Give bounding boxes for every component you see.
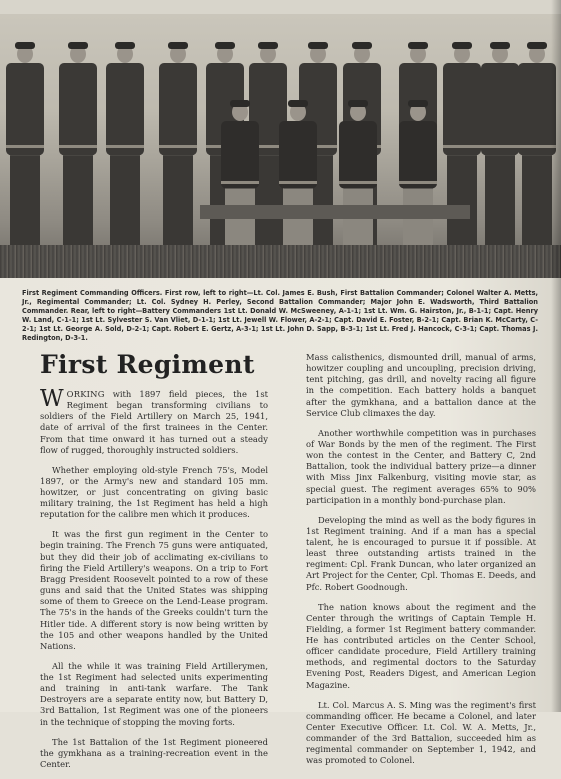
rear-soldier-3 (106, 42, 144, 249)
paragraph-9: The nation knows about the regiment and the Center through the writings of Captain Temple H. Fielding, a former 1st Regiment battery commander. He has contributed articles on the Center School, officer candidate procedure, Field Artillery training methods, and regimental doctors to the Saturday Evening Post, Readers Digest, and American Legion Magazine. (306, 601, 536, 690)
paragraph-1 (40, 386, 268, 456)
paragraph-1-text: with 1897 field pieces, the 1st Regiment began transforming civilians to soldiers of the Field Artillery on March 25, 1941, date of arrival of the first trainees in the Center. From that time onward it has turned out a steady flow of rugged, thoroughly instructed soldiers. (40, 389, 268, 455)
rear-soldier-1 (6, 42, 44, 249)
drop-cap: W (40, 386, 64, 412)
rear-soldier-4 (159, 42, 197, 249)
paragraph-7: Another worthwhile competition was in purchases of War Bonds by the men of the regiment. The First won the contest in the Center, and Battery C, 2nd Battalion, took the individual battery prize—a dinner with Miss Jinx Falkenburg, visiting movie star, as special guest. The regiment averages 65% to 90% participation in a monthly bond-purchase plan. (306, 427, 536, 505)
seated-officer-1 (221, 100, 259, 252)
page-edge-shadow (551, 0, 561, 712)
paragraph-6: Mass calisthenics, dismounted drill, manual of arms, howitzer coupling and uncoupling, precision driving, tent pitching, gas drill, and novelty racing all figure in the competition. Each battery holds a banquet after the gymkhana, and a battalion dance at the Service Club climaxes the day. (306, 352, 536, 418)
rear-soldier-2 (59, 42, 97, 249)
paragraph-2: Whether employing old-style French 75's, Model 1897, or the Army's new and standard 105 mm. howitzer, or just concentrating on giving basic military training, the 1st Regiment has held a high reputation for the calibre men which it produces. (40, 464, 268, 520)
seated-officer-4 (399, 100, 437, 252)
article-left-column (40, 386, 268, 779)
paragraph-3: It was the first gun regiment in the Center to begin training. The French 75 guns were antiquated, but they did their job of acclimating ex-civilians to firing the Field Artillery's weapons. On a trip to Fort Bragg President Roosevelt pointed to a row of these guns and said that the United States was shipping some of them to Greece on the Lend-Lease program. The 75's in the hands of the Greeks couldn't turn the Hitler tide. A different story is now being written by the 105 and other weapons handled by the United Nations. (40, 529, 268, 651)
group-portrait-photo (0, 0, 561, 278)
seated-officer-2 (279, 100, 317, 252)
rear-soldier-11 (481, 42, 519, 249)
photo-caption: First Regiment Commanding Officers. First row, left to right—Lt. Col. James E. Bush, First Battalion Commander; Colonel Walter A. Metts, Jr., Regimental Commander; Lt. Col. Sydney H. Perley, Second Battalion Commander; Major John E. Wadsworth, Third Battalion Commander. Rear, left to right—Battery Commanders 1st Lt. Donald W. McSweeney, A-1-1; 1st Lt. Wm. G. Hairston, Jr., B-1-1; Capt. Henry W. Land, C-1-1; 1st Lt. Sylvester S. Van Vliet, D-1-1; 1st Lt. Jewell W. Flower, A-2-1; Capt. David E. Foster, B-2-1; Capt. Brian K. McCarty, C-2-1; 1st Lt. George A. Sold, D-2-1; Capt. Robert E. Gertz, A-3-1; 1st Lt. John D. Sapp, B-3-1; 1st Lt. Fred J. Hancock, C-3-1; Capt. Thomas J. Redington, D-3-1. (22, 289, 538, 342)
drop-cap-smallcaps: ORKING (66, 389, 105, 399)
paragraph-4: All the while it was training Field Artillerymen, the 1st Regiment had selected units experimenting and training in anti-tank warfare. The Tank Destroyers are a separate entity now, but Battery D, 3rd Battalion, 1st Regiment was one of the pioneers in the technique of stopping the moving forts. (40, 660, 268, 727)
article-title: First Regiment (40, 350, 255, 379)
photo-grass (0, 245, 561, 278)
paragraph-5: The 1st Battalion of the 1st Regiment pioneered the gymkhana as a training-recreation event in the Center. (40, 736, 268, 769)
photo-bench (200, 205, 470, 219)
seated-officer-3 (339, 100, 377, 252)
soldiers-figures (0, 0, 561, 278)
paragraph-10: Lt. Col. Marcus A. S. Ming was the regiment's first commanding officer. He became a Colonel, and later Center Executive Officer. Lt. Col. W. A. Metts, Jr., commander of the 3rd Battalion, succeeded him as regimental commander on September 1, 1942, and was promoted to Colonel. (306, 699, 536, 766)
paragraph-8: Developing the mind as well as the body figures in 1st Regiment training. And if a man has a special talent, he is encouraged to pursue it if possible. At least three outstanding artists trained in the regiment: Cpl. Frank Duncan, who later organized an Art Project for the Center, Cpl. Thomas E. Deeds, and Pfc. Robert Goodnough. (306, 514, 536, 592)
